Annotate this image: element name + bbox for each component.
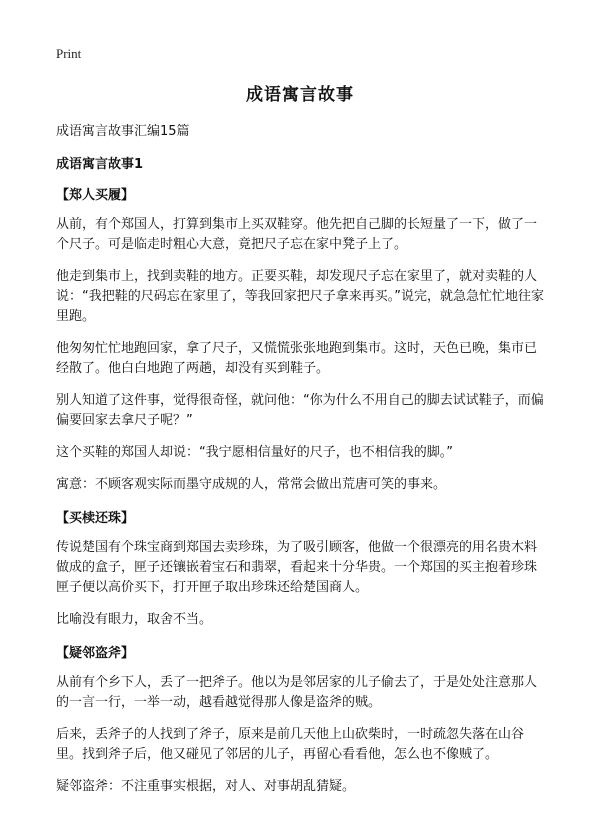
- collection-subtitle: 成语寓言故事汇编15篇: [56, 124, 190, 139]
- document-body: [56, 120, 548, 809]
- section-heading: 【疑邻盗斧】: [56, 646, 135, 661]
- paragraph: 寓意：不顾客观实际而墨守成规的人，常常会做出荒唐可笑的事来。: [56, 477, 447, 492]
- paragraph: 他走到集市上，找到卖鞋的地方。正要买鞋，却发现尺子忘在家里了，就对卖鞋的人说：“我把鞋的尺码忘在家里了，等我回家把尺子拿来再买。”说完，就急急忙忙地往家里跑。: [56, 269, 544, 324]
- paragraph: 疑邻盗斧：不注重事实根据，对人、对事胡乱猜疑。: [56, 779, 356, 794]
- section-heading: 【买椟还珠】: [56, 511, 135, 526]
- paragraph: 从前有个乡下人，丢了一把斧子。他以为是邻居家的儿子偷去了，于是处处注意那人的一言一行，一举一动，越看越觉得那人像是盗斧的贼。: [56, 675, 538, 710]
- page-title: 成语寓言故事: [246, 85, 354, 105]
- section-mai-du-huan-zhu: [56, 507, 548, 630]
- paragraph: 别人知道了这件事，觉得很奇怪，就问他：“你为什么不用自己的脚去试试鞋子，而偏偏要回家去拿尺子呢？”: [56, 393, 544, 428]
- paragraph: 后来，丢斧子的人找到了斧子，原来是前几天他上山砍柴时，一时疏忽失落在山谷里。找到斧子后，他又碰见了邻居的儿子，再留心看看他，怎么也不像贼了。: [56, 727, 525, 762]
- section-zheng-ren-mai-lv: [56, 184, 548, 495]
- section-heading: 【郑人买履】: [56, 188, 135, 203]
- paragraph: 比喻没有眼力，取舍不当。: [56, 612, 213, 627]
- section-yi-lin-dao-fu: [56, 642, 548, 797]
- story-heading: 成语寓言故事1: [56, 157, 144, 172]
- paragraph: 从前，有个郑国人，打算到集市上买双鞋穿。他先把自己脚的长短量了一下，做了一个尺子。可是临走时粗心大意，竟把尺子忘在家中凳子上了。: [56, 217, 538, 252]
- paragraph: 他匆匆忙忙地跑回家，拿了尺子，又慌慌张张地跑到集市。这时，天色已晚，集市已经散了。他白白地跑了两趟，却没有买到鞋子。: [56, 341, 538, 376]
- paragraph: 传说楚国有个珠宝商到郑国去卖珍珠，为了吸引顾客，他做一个很漂亮的用名贵木料做成的盒子，匣子还镶嵌着宝石和翡翠，看起来十分华贵。一个郑国的买主抱着珍珠匣子便以高价买下，打开匣子取出珍珠还给楚国商人。: [56, 540, 538, 595]
- print-link[interactable]: Print: [56, 46, 82, 61]
- paragraph: 这个买鞋的郑国人却说：“我宁愿相信量好的尺子，也不相信我的脚。”: [56, 445, 453, 460]
